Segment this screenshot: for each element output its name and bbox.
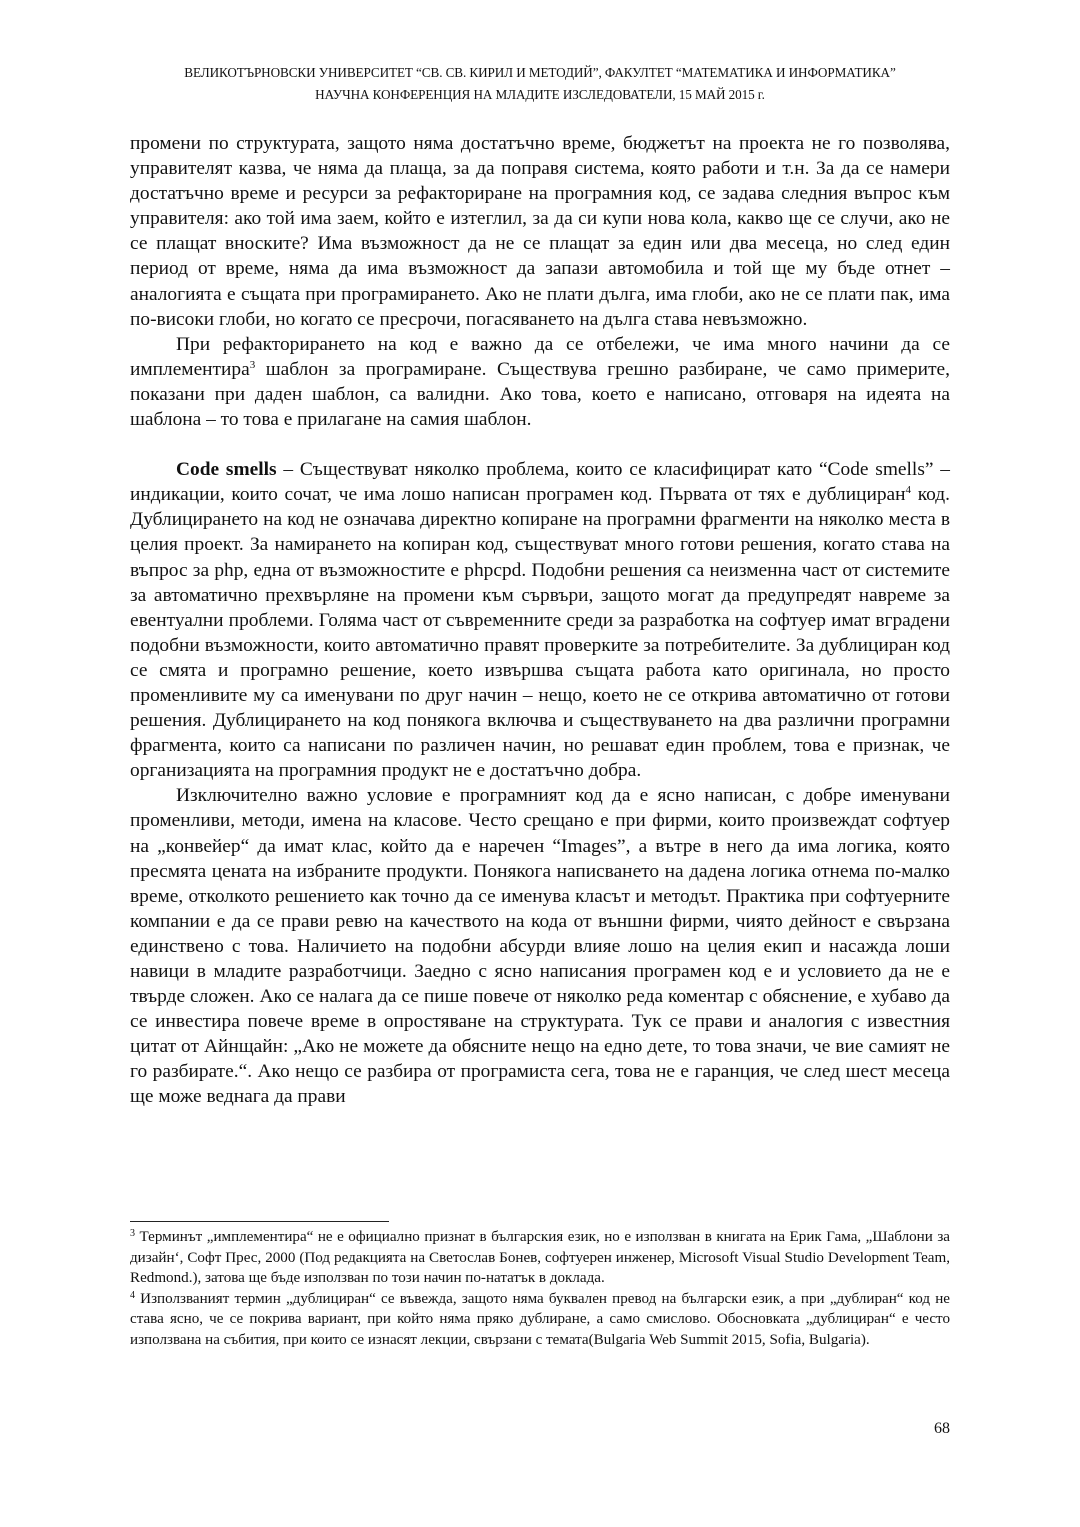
footnote-3-text: Терминът „имплементира“ не е официално признат в българския език, но е използван в книгата на Ерик Гама, „Шаблони за дизайн‘, Софт Прес, 2000 (Под редакцията на Светослав Бонев, софтуерен инженер, Microsoft Visual Studio Development Team, Redmond.), затова ще бъде използван по този начин по-нататък в доклада. [130, 1229, 950, 1287]
running-header [130, 62, 950, 106]
paragraph-3-text-b: код. Дублицирането на код не означава директно копиране на програмни фрагменти на няколко места в целия проект. За намирането на копиран код, съществуват много готови решения, когато става на въпрос за php, една от възможностите е phpcpd. Подобни решения са неизменна част от системите за автоматично прехвърляне на промени към сървъри, защото могат да предупредят навреме за евентуални проблеми. Голяма част от съвременните среди за разработка на софтуер имат вградени подобни възможности, които автоматично правят проверките за потребителите. За дублициран код се смята и програмно решение, което извършва същата работа като оригинала, но просто променливите му са именувани по друг начин – нещо, което не се открива автоматично от готови решения. Дублицирането на код понякога включва и съществуването на два различни програмни фрагмента, които са написани по различен начин, но решават един проблем, това е признак, че организацията на програмния продукт не е достатъчно добра. [130, 484, 951, 782]
footnote-ref-4[interactable]: 4 [905, 484, 912, 497]
paragraph-3 [130, 457, 950, 783]
paragraph-4: Изключително важно условие е програмният код да е ясно написан, с добре именувани променливи, методи, имена на класове. Често срещано е при фирми, които произвеждат софтуер на „конвейер“ да имат клас, който да е наречен “Images”, а вътре в него да има логика, която пресмята цената на избраните продукти. Понякога написването на дадена логика отнема по-малко време, отколкото решението как точно да се именува класът и методът. Практика при софтуерните компании е да се прави ревю на качеството на кода от външни фирми, чиято дейност е свързана единствено с това. Наличието на подобни абсурди влияе лошо на целия екип и насажда лоши навици в младите разработчици. Заедно с ясно написания програмен код е и условието да не е твърде сложен. Ако се налага да се пише повече от няколко реда коментар с обяснение, е хубаво да се инвестира повече време в опростяване на структурата. Тук се прави и аналогия с известния цитат от Айнщайн: „Ако не можете да обясните нещо на едно дете, то това значи, че вие самият не го разбирате.“. Ако нещо се разбира от програмиста сега, това не е гаранция, че след шест месеца ще може веднага да прави [130, 785, 950, 1108]
paragraph-1: промени по структурата, защото няма достатъчно време, бюджетът на проекта не го позволява, управителят казва, че няма да плаща, за да поправя система, която работи и т.н. За да се намери достатъчно време и ресурси за рефакториране на програмния код, се задава следния въпрос към управителя: ако той има заем, който е изтеглил, за да си купи нова кола, какво ще се случи, ако не се плащат вноските? Има възможност да не се плащат за един или два месеца, но след един период от време, няма да има възможност да запази автомобила и той ще му бъде отнет – аналогията е същата при програмирането. Ако не плати дълга, има глоби, ако не се плати пак, има по-високи глоби, но когато се пресрочи, погасяването на дълга става невъзможно. [130, 133, 950, 330]
page-number: 68 [934, 1420, 950, 1437]
paragraph-2 [130, 332, 950, 432]
paragraph-2-text-b: шаблон за програмиране. Съществува грешно разбиране, че само примерите, показани при даден шаблон, са валидни. Ако това, което е написано, отговаря на идеята на шаблона – то това е прилагане на самия шаблон. [130, 358, 950, 431]
footnote-4-number: 4 [130, 1289, 135, 1301]
paragraph-2-text-a: При рефакторирането на код е важно да се отбележи, че има много начини да се имплементира [130, 333, 950, 380]
paragraph-3-text-a: – Съществуват няколко проблема, които се класифицират като “Code smells” – индикации, които сочат, че има лошо написан програмен код. Първата от тях е дублициран [130, 459, 950, 506]
body-text [130, 131, 950, 1110]
footnote-4 [130, 1289, 950, 1351]
header-line-1: ВЕЛИКОТЪРНОВСКИ УНИВЕРСИТЕТ “СВ. СВ. КИРИЛ И МЕТОДИЙ”, ФАКУЛТЕТ “МАТЕМАТИКА И ИНФОРМАТИКА” [184, 65, 896, 80]
header-line-2: НАУЧНА КОНФЕРЕНЦИЯ НА МЛАДИТЕ ИЗСЛЕДОВАТЕЛИ, 15 МАЙ 2015 г. [315, 87, 765, 102]
footnote-4-text: Използваният термин „дублициран“ се въвежда, защото няма буквален превод на български език, а при „дублиран“ код не става ясно, че се покрива вариант, при който няма пряко дублиране, а само смислово. Обосновката „дублициран“ е често използвана на събития, при които се изнасят лекции, свързани с темата(Bulgaria Web Summit 2015, Sofia, Bulgaria). [130, 1290, 950, 1348]
footnote-3-number: 3 [130, 1228, 135, 1239]
footnote-ref-3[interactable]: 3 [249, 358, 256, 371]
footnote-3 [130, 1227, 950, 1289]
code-smells-term: Code smells [176, 459, 277, 481]
paragraph-gap [130, 432, 950, 457]
footnotes [130, 1227, 950, 1351]
footnote-separator [130, 1221, 389, 1222]
